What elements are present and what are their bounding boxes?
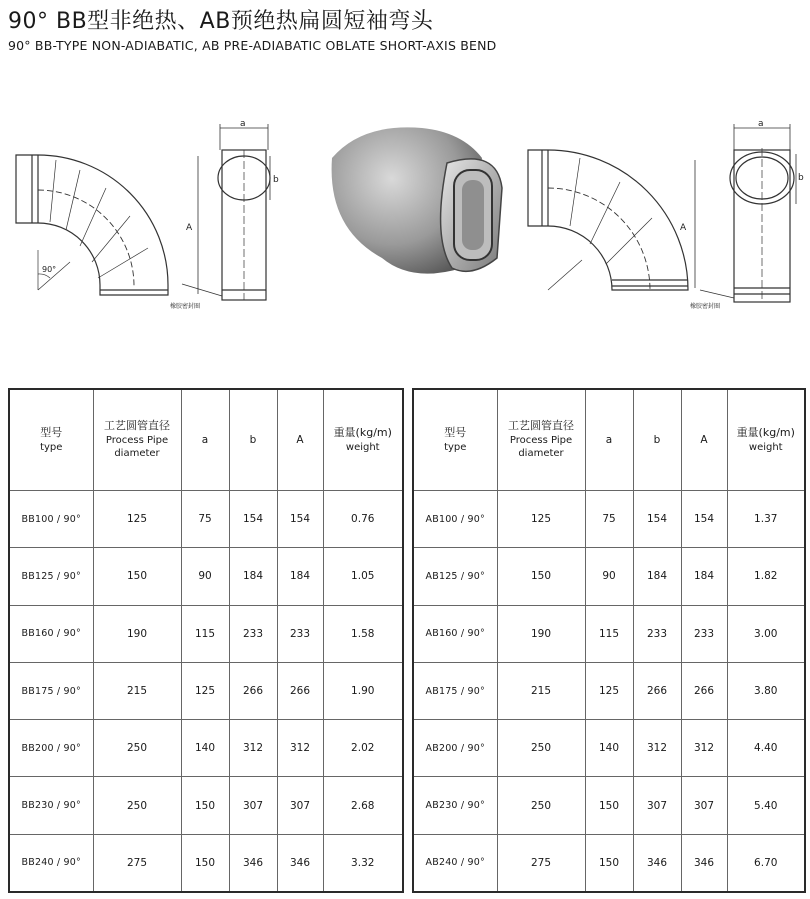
cell-b: 266 bbox=[633, 662, 681, 719]
cell-type: BB240 / 90° bbox=[9, 834, 93, 892]
cell-type: AB100 / 90° bbox=[413, 491, 497, 548]
cell-a: 90 bbox=[181, 548, 229, 605]
cell-weight: 1.58 bbox=[323, 605, 403, 662]
cell-A: 266 bbox=[277, 662, 323, 719]
dim-A-label-right: A bbox=[680, 223, 687, 233]
cell-weight: 1.05 bbox=[323, 548, 403, 605]
dim-b-label-left: b bbox=[273, 175, 279, 185]
col-pipe-header: 工艺圆管直径 Process Pipe diameter bbox=[497, 389, 585, 491]
elbow-product-photo bbox=[312, 118, 512, 288]
cell-A: 154 bbox=[277, 491, 323, 548]
cell-type: AB125 / 90° bbox=[413, 548, 497, 605]
table-row bbox=[9, 834, 403, 892]
cell-A: 346 bbox=[681, 834, 727, 892]
technical-drawings bbox=[0, 110, 810, 320]
cell-b: 233 bbox=[633, 605, 681, 662]
cell-b: 154 bbox=[229, 491, 277, 548]
cell-b: 346 bbox=[633, 834, 681, 892]
cell-b: 184 bbox=[229, 548, 277, 605]
seal-ring-callout-right: 橡胶密封圈 bbox=[690, 303, 721, 310]
cell-type: AB230 / 90° bbox=[413, 777, 497, 834]
cell-pipe-diameter: 190 bbox=[93, 605, 181, 662]
cell-weight: 1.82 bbox=[727, 548, 805, 605]
table-header-row bbox=[413, 389, 805, 491]
cell-A: 312 bbox=[277, 720, 323, 777]
table-row bbox=[413, 548, 805, 605]
cell-weight: 2.68 bbox=[323, 777, 403, 834]
cell-weight: 6.70 bbox=[727, 834, 805, 892]
bb-elbow-end-drawing bbox=[168, 120, 280, 310]
cell-pipe-diameter: 150 bbox=[93, 548, 181, 605]
cell-a: 115 bbox=[181, 605, 229, 662]
cell-pipe-diameter: 215 bbox=[93, 662, 181, 719]
col-weight-header: 重量(kg/m) weight bbox=[727, 389, 805, 491]
cell-b: 266 bbox=[229, 662, 277, 719]
cell-weight: 4.40 bbox=[727, 720, 805, 777]
cell-a: 75 bbox=[181, 491, 229, 548]
col-weight-header: 重量(kg/m) weight bbox=[323, 389, 403, 491]
cell-a: 75 bbox=[585, 491, 633, 548]
table-row bbox=[9, 662, 403, 719]
cell-pipe-diameter: 250 bbox=[497, 777, 585, 834]
table-row bbox=[9, 605, 403, 662]
col-b-header: b bbox=[633, 389, 681, 491]
col-type-header: 型号 type bbox=[413, 389, 497, 491]
col-a-header: a bbox=[181, 389, 229, 491]
cell-weight: 3.80 bbox=[727, 662, 805, 719]
cell-b: 312 bbox=[229, 720, 277, 777]
cell-a: 90 bbox=[585, 548, 633, 605]
table-row bbox=[9, 777, 403, 834]
cell-type: BB100 / 90° bbox=[9, 491, 93, 548]
table-row bbox=[413, 662, 805, 719]
cell-pipe-diameter: 190 bbox=[497, 605, 585, 662]
cell-weight: 2.02 bbox=[323, 720, 403, 777]
angle-label: 90° bbox=[42, 265, 57, 274]
cell-A: 233 bbox=[681, 605, 727, 662]
cell-pipe-diameter: 215 bbox=[497, 662, 585, 719]
cell-type: BB230 / 90° bbox=[9, 777, 93, 834]
cell-a: 125 bbox=[181, 662, 229, 719]
cell-a: 125 bbox=[585, 662, 633, 719]
cell-pipe-diameter: 150 bbox=[497, 548, 585, 605]
cell-type: BB200 / 90° bbox=[9, 720, 93, 777]
col-type-header: 型号 type bbox=[9, 389, 93, 491]
page-title: 90° BB型非绝热、AB预绝热扁圆短袖弯头 bbox=[8, 9, 434, 34]
cell-b: 184 bbox=[633, 548, 681, 605]
cell-a: 150 bbox=[585, 777, 633, 834]
table-row bbox=[413, 834, 805, 892]
cell-A: 154 bbox=[681, 491, 727, 548]
cell-type: AB175 / 90° bbox=[413, 662, 497, 719]
table-row bbox=[413, 491, 805, 548]
cell-a: 150 bbox=[181, 777, 229, 834]
cell-pipe-diameter: 125 bbox=[93, 491, 181, 548]
cell-A: 233 bbox=[277, 605, 323, 662]
table-header-row bbox=[9, 389, 403, 491]
cell-pipe-diameter: 275 bbox=[93, 834, 181, 892]
cell-A: 184 bbox=[277, 548, 323, 605]
cell-A: 184 bbox=[681, 548, 727, 605]
col-A-header: A bbox=[277, 389, 323, 491]
cell-A: 307 bbox=[681, 777, 727, 834]
cell-A: 266 bbox=[681, 662, 727, 719]
table-row bbox=[413, 720, 805, 777]
cell-b: 307 bbox=[229, 777, 277, 834]
cell-A: 307 bbox=[277, 777, 323, 834]
cell-weight: 3.00 bbox=[727, 605, 805, 662]
cell-a: 140 bbox=[181, 720, 229, 777]
col-pipe-header: 工艺圆管直径 Process Pipe diameter bbox=[93, 389, 181, 491]
cell-b: 154 bbox=[633, 491, 681, 548]
cell-type: AB200 / 90° bbox=[413, 720, 497, 777]
col-A-header: A bbox=[681, 389, 727, 491]
table-row bbox=[9, 548, 403, 605]
cell-weight: 3.32 bbox=[323, 834, 403, 892]
cell-weight: 0.76 bbox=[323, 491, 403, 548]
page-subtitle: 90° BB-TYPE NON-ADIABATIC, AB PRE-ADIABATIC OBLATE SHORT-AXIS BEND bbox=[8, 38, 497, 53]
cell-type: BB175 / 90° bbox=[9, 662, 93, 719]
cell-a: 150 bbox=[181, 834, 229, 892]
cell-b: 346 bbox=[229, 834, 277, 892]
ab-elbow-end-drawing bbox=[690, 120, 808, 310]
cell-type: BB125 / 90° bbox=[9, 548, 93, 605]
dim-a-label-right: a bbox=[758, 120, 764, 129]
cell-weight: 1.90 bbox=[323, 662, 403, 719]
table-row bbox=[9, 491, 403, 548]
ab-elbow-side-drawing bbox=[520, 140, 700, 295]
col-a-header: a bbox=[585, 389, 633, 491]
dim-A-label-left: A bbox=[186, 223, 193, 233]
bb-spec-table bbox=[8, 388, 404, 893]
cell-b: 307 bbox=[633, 777, 681, 834]
cell-A: 312 bbox=[681, 720, 727, 777]
dim-a-label-left: a bbox=[240, 120, 246, 129]
cell-A: 346 bbox=[277, 834, 323, 892]
dim-b-label-right: b bbox=[798, 173, 804, 183]
cell-a: 150 bbox=[585, 834, 633, 892]
cell-b: 233 bbox=[229, 605, 277, 662]
col-b-header: b bbox=[229, 389, 277, 491]
bb-elbow-side-drawing bbox=[8, 150, 180, 300]
cell-pipe-diameter: 250 bbox=[93, 777, 181, 834]
cell-type: BB160 / 90° bbox=[9, 605, 93, 662]
cell-type: AB160 / 90° bbox=[413, 605, 497, 662]
table-row bbox=[9, 720, 403, 777]
cell-type: AB240 / 90° bbox=[413, 834, 497, 892]
table-row bbox=[413, 605, 805, 662]
table-row bbox=[413, 777, 805, 834]
seal-ring-callout-left: 橡胶密封圈 bbox=[170, 303, 201, 310]
cell-pipe-diameter: 250 bbox=[93, 720, 181, 777]
cell-a: 140 bbox=[585, 720, 633, 777]
cell-weight: 1.37 bbox=[727, 491, 805, 548]
cell-pipe-diameter: 125 bbox=[497, 491, 585, 548]
cell-a: 115 bbox=[585, 605, 633, 662]
ab-spec-table bbox=[412, 388, 806, 893]
cell-weight: 5.40 bbox=[727, 777, 805, 834]
cell-pipe-diameter: 250 bbox=[497, 720, 585, 777]
cell-pipe-diameter: 275 bbox=[497, 834, 585, 892]
cell-b: 312 bbox=[633, 720, 681, 777]
